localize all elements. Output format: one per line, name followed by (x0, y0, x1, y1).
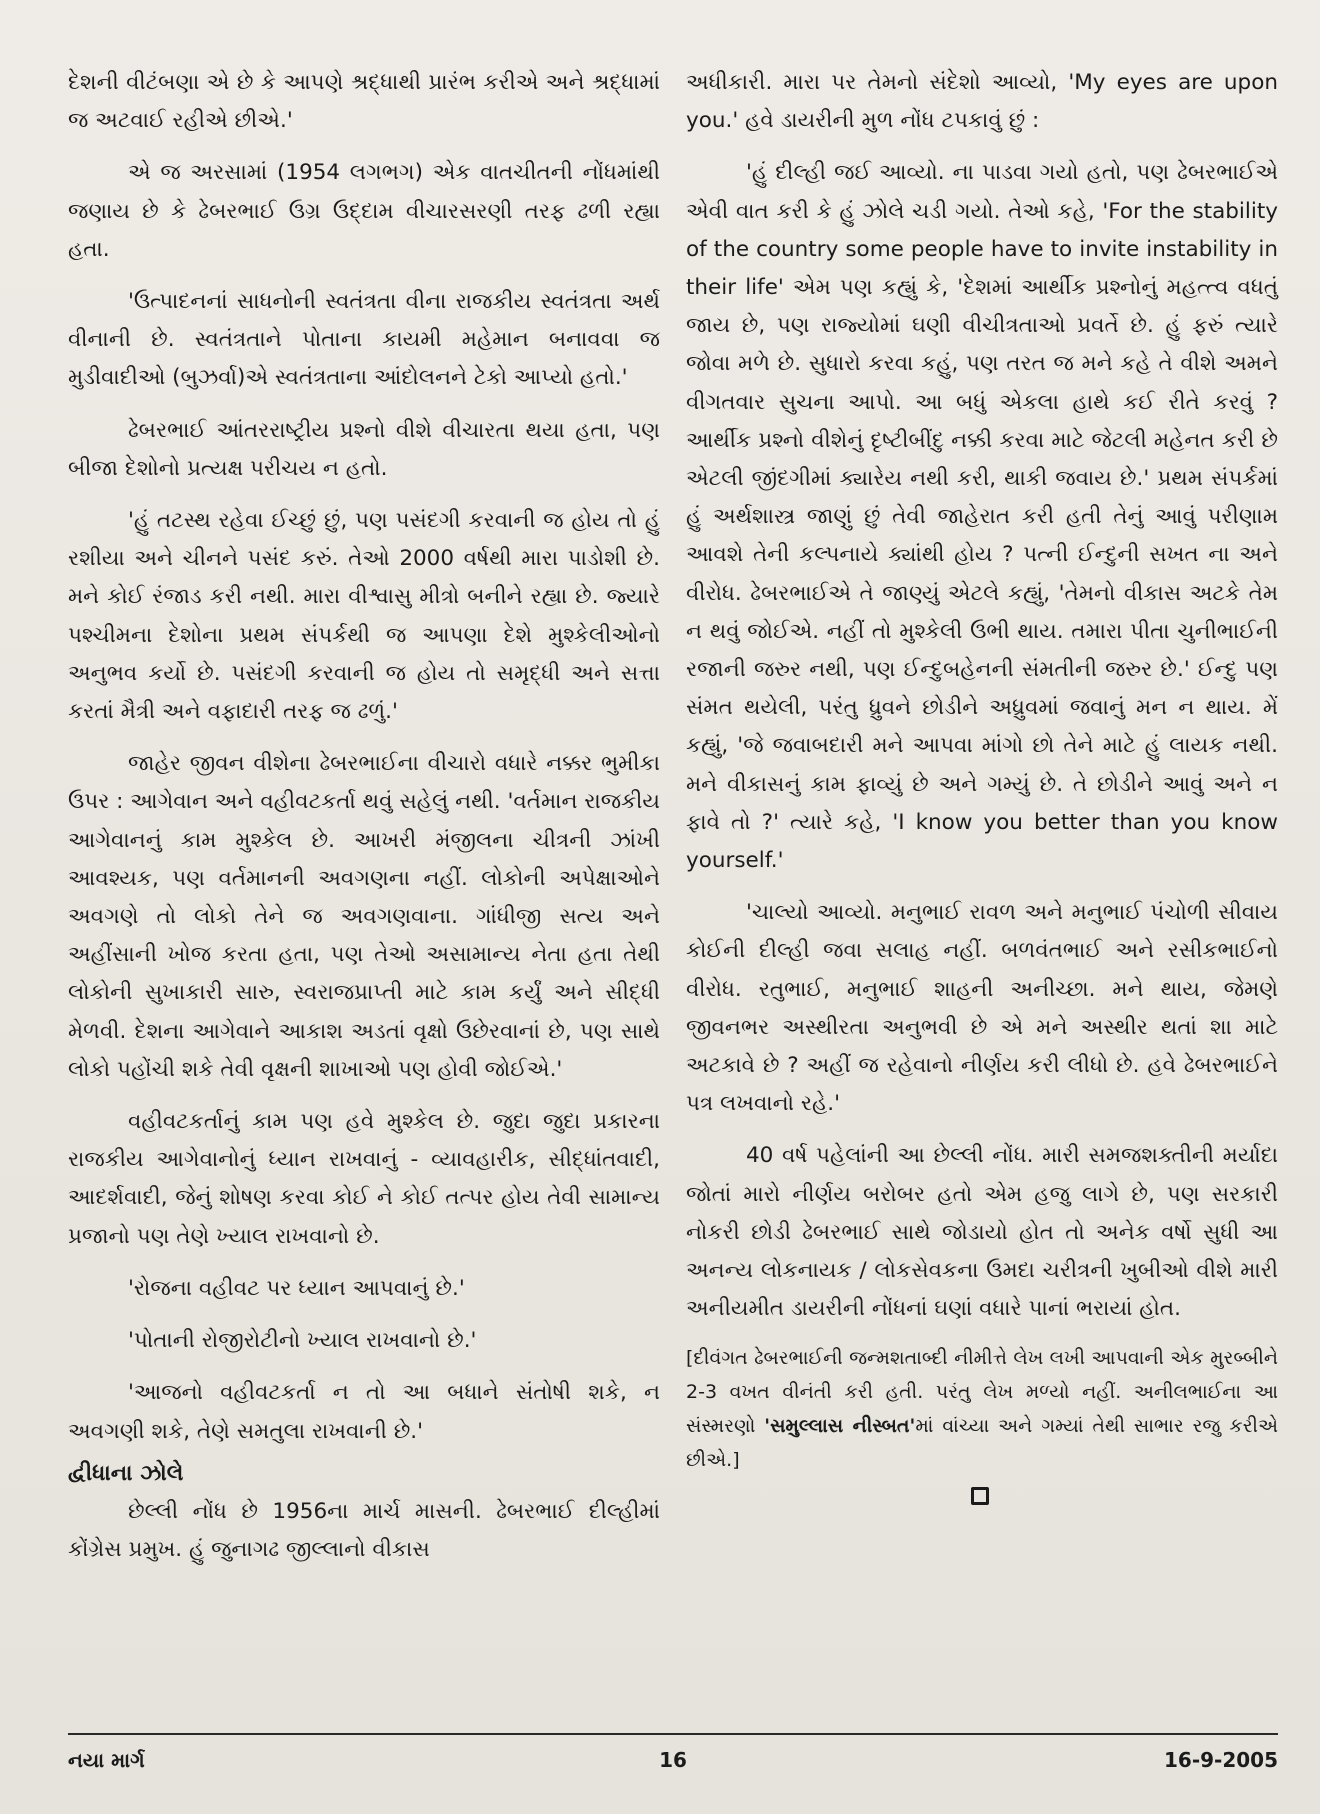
diary-entry: 'હું દીલ્હી જઈ આવ્યો. ના પાડવા ગયો હતો, પણ ઢેબરભાઈએ એવી વાત કરી કે હું ઝોલે ચડી ગયો. તેઓ કહે, 'For the stability of the country some people have to invite instability in their life' એમ પણ કહ્યું કે, 'દેશમાં આર્થીક પ્રશ્નોનું મહત્ત્વ વધતું જાય છે, પણ રાજ્યોમાં ઘણી વીચીત્રતાઓ પ્રવર્તે છે. હું ફરું ત્યારે જોવા મળે છે. સુધારો કરવા કહું, પણ તરત જ મને કહે તે વીશે અમને વીગતવાર સુચના આપો. આ બધું એકલા હાથે કઈ રીતે કરવું ? આર્થીક પ્રશ્નો વીશેનું દૃષ્ટીબીંદુ નક્કી કરવા માટે જેટલી મહેનત કરી છે એટલી જીંદગીમાં ક્યારેય નથી કરી, થાકી જવાય છે.' પ્રથમ સંપર્કમાં હું અર્થશાસ્ત્ર જાણું છું તેવી જાહેરાત કરી હતી તેનું આવું પરીણામ આવશે તેની કલ્પનાયે ક્યાંથી હોય ? પત્ની ઈન્દુની સખત ના અને વીરોધ. ઢેબરભાઈએ તે જાણ્યું એટલે કહ્યું, 'તેમનો વીકાસ અટકે તેમ ન થવું જોઈએ. નહીં તો મુશ્કેલી ઉભી થાય. તમારા પીતા ચુનીભાઈની રજાની જરુર નથી, પણ ઈન્દુબહેનની સંમતીની જરુર છે.' ઈન્દુ પણ સંમત થયેલી, પરંતુ ધ્રુવને છોડીને અધ્રુવમાં જવાનું મન ન થાય. મેં કહ્યું, 'જે જવાબદારી મને આપવા માંગો છો તેને માટે હું લાયક નથી. મને વીકાસનું કામ ફાવ્યું છે અને ગમ્યું છે. તે છોડીને આવું અને ન ફાવે તો ?' ત્યારે કહે, 'I know you better than you know yourself.' (686, 160, 1278, 874)
section-subheading: દ્વીધાના ઝોલે (68, 1460, 184, 1486)
paragraph: દેશની વીટંબણા એ છે કે આપણે શ્રદ્ધાથી પ્રારંભ કરીએ અને શ્રદ્ધામાં જ અટવાઈ રહીએ છીએ.' (68, 70, 660, 134)
quote-paragraph: 'ઉત્પાદનનાં સાધનોની સ્વતંત્રતા વીના રાજકીય સ્વતંત્રતા અર્થ વીનાની છે. સ્વતંત્રતાને પોતાના કાયમી મહેમાન બનાવવા જ મુડીવાદીઓ (બુઝર્વા)એ સ્વતંત્રતાના આંદોલનને ટેકો આપ્યો હતો.' (68, 289, 660, 391)
page-footer (68, 1742, 1278, 1782)
quote-line: 'પોતાની રોજીરોટીનો ખ્યાલ રાખવાનો છે.' (128, 1328, 477, 1354)
quote-line: 'રોજના વહીવટ પર ધ્યાન આપવાનું છે.' (128, 1275, 465, 1301)
editor-note-text-end: માં વાંચ્યા અને ગમ્યાં તેથી સાભાર રજુ કરીએ છીએ.] (686, 1414, 1278, 1471)
footer-rule (68, 1733, 1278, 1735)
paragraph: એ જ અરસામાં (1954 લગભગ) એક વાતચીતની નોંધમાંથી જણાય છે કે ઢેબરભાઈ ઉગ્ર ઉદ્દામ વીચારસરણી તરફ ઢળી રહ્યા હતા. (68, 160, 660, 262)
article-body (68, 64, 1278, 1704)
paragraph: ઢેબરભાઈ આંતરરાષ્ટ્રીય પ્રશ્નો વીશે વીચારતા થયા હતા, પણ બીજા દેશોનો પ્રત્યક્ષ પરીચય ન હતો. (68, 417, 660, 481)
diary-entry: 'ચાલ્યો આવ્યો. મનુભાઈ રાવળ અને મનુભાઈ પંચોળી સીવાય કોઈની દીલ્હી જવા સલાહ નહીં. બળવંતભાઈ અને રસીકભાઈનો વીરોધ. રતુભાઈ, મનુભાઈ શાહની અનીચ્છા. મને થાય, જેમણે જીવનભર અસ્થીરતા અનુભવી છે એ મને અસ્થીર થતાં શા માટે અટકાવે છે ? અહીં જ રહેવાનો નીર્ણય કરી લીધો છે. હવે ઢેબરભાઈને પત્ર લખવાનો રહે.' (686, 900, 1278, 1117)
paragraph: અધીકારી. મારા પર તેમનો સંદેશો આવ્યો, 'My eyes are upon you.' હવે ડાયરીની મુળ નોંધ ટપકાવું છું : (686, 70, 1278, 134)
right-column (686, 64, 1278, 1704)
quote-paragraph: 'આજનો વહીવટકર્તા ન તો આ બધાને સંતોષી શકે, ન અવગણી શકે, તેણે સમતુલા રાખવાની છે.' (68, 1380, 660, 1444)
page-number: 16 (659, 1748, 687, 1772)
editor-note-text: [દીવંગત ઢેબરભાઈની જન્મશતાબ્દી નીમીત્તે લેખ લખી આપવાની એક મુરબ્બીને 2-3 વખત વીનંતી કરી હતી. પરંતુ લેખ મળ્યો નહીં. અનીલભાઈના આ સંસ્મરણો (686, 1346, 1278, 1437)
editor-note-book-title: 'સમુલ્લાસ નીસ્બત' (764, 1414, 916, 1437)
paragraph: છેલ્લી નોંધ છે 1956ના માર્ચ માસની. ઢેબરભાઈ દીલ્હીમાં કોંગ્રેસ પ્રમુખ. હું જુનાગઢ જીલ્લાનો વીકાસ (68, 1498, 660, 1562)
paragraph: જાહેર જીવન વીશેના ઢેબરભાઈના વીચારો વધારે નક્કર ભુમીકા ઉપર : આગેવાન અને વહીવટકર્તા થવું સહેલું નથી. 'વર્તમાન રાજકીય આગેવાનનું કામ મુશ્કેલ છે. આખરી મંજીલના ચીત્રની ઝાંખી આવશ્યક, પણ વર્તમાનની અવગણના નહીં. લોકોની અપેક્ષાઓને અવગણે તો લોકો તેને જ અવગણવાના. ગાંધીજી સત્ય અને અહીંસાની ખોજ કરતા હતા, પણ તેઓ અસામાન્ય નેતા હતા તેથી લોકોની સુખાકારી સારુ, સ્વરાજપ્રાપ્તી માટે કામ કર્યું અને સીદ્ધી મેળવી. દેશના આગેવાને આકાશ અડતાં વૃક્ષો ઉછેરવાનાં છે, પણ સાથે લોકો પહોંચી શકે તેવી વૃક્ષની શાખાઓ પણ હોવી જોઈએ.' (68, 751, 660, 1082)
quote-paragraph: 'હું તટસ્થ રહેવા ઈચ્છું છું, પણ પસંદગી કરવાની જ હોય તો હું રશીયા અને ચીનને પસંદ કરું. તેઓ 2000 વર્ષથી મારા પાડોશી છે. મને કોઈ રંજાડ કરી નથી. મારા વીશ્વાસુ મીત્રો બનીને રહ્યા છે. જ્યારે પશ્ચીમના દેશોના પ્રથમ સંપર્કથી જ આપણા દેશે મુશ્કેલીઓનો અનુભવ કર્યો છે. પસંદગી કરવાની જ હોય તો સમૃદ્ધી અને સત્તા કરતાં મૈત્રી અને વફાદારી તરફ જ ઢળું.' (68, 508, 660, 725)
article-end-square-icon (971, 1487, 989, 1505)
paragraph: વહીવટકર્તાનું કામ પણ હવે મુશ્કેલ છે. જુદા જુદા પ્રકારના રાજકીય આગેવાનોનું ધ્યાન રાખવાનું - વ્યાવહારીક, સીદ્ધાંતવાદી, આદર્શવાદી, જેનું શોષણ કરવા કોઈ ને કોઈ તત્પર હોય તેવી સામાન્ય પ્રજાનો પણ તેણે ખ્યાલ રાખવાનો છે. (68, 1109, 660, 1249)
paragraph: 40 વર્ષ પહેલાંની આ છેલ્લી નોંધ. મારી સમજશક્તીની મર્યાદા જોતાં મારો નીર્ણય બરોબર હતો એમ હજુ લાગે છે, પણ સરકારી નોકરી છોડી ઢેબરભાઈ સાથે જોડાયો હોત તો અનેક વર્ષો સુધી આ અનન્ય લોકનાયક / લોકસેવકના ઉમદા ચરીત્રની ખુબીઓ વીશે મારી અનીયમીત ડાયરીની નોંધનાં ઘણાં વધારે પાનાં ભરાયાં હોત. (686, 1143, 1278, 1322)
issue-date: 16-9-2005 (1163, 1748, 1278, 1772)
left-column (68, 64, 660, 1704)
publication-name: નયા માર્ગ (68, 1748, 145, 1772)
editor-note (686, 1341, 1278, 1477)
